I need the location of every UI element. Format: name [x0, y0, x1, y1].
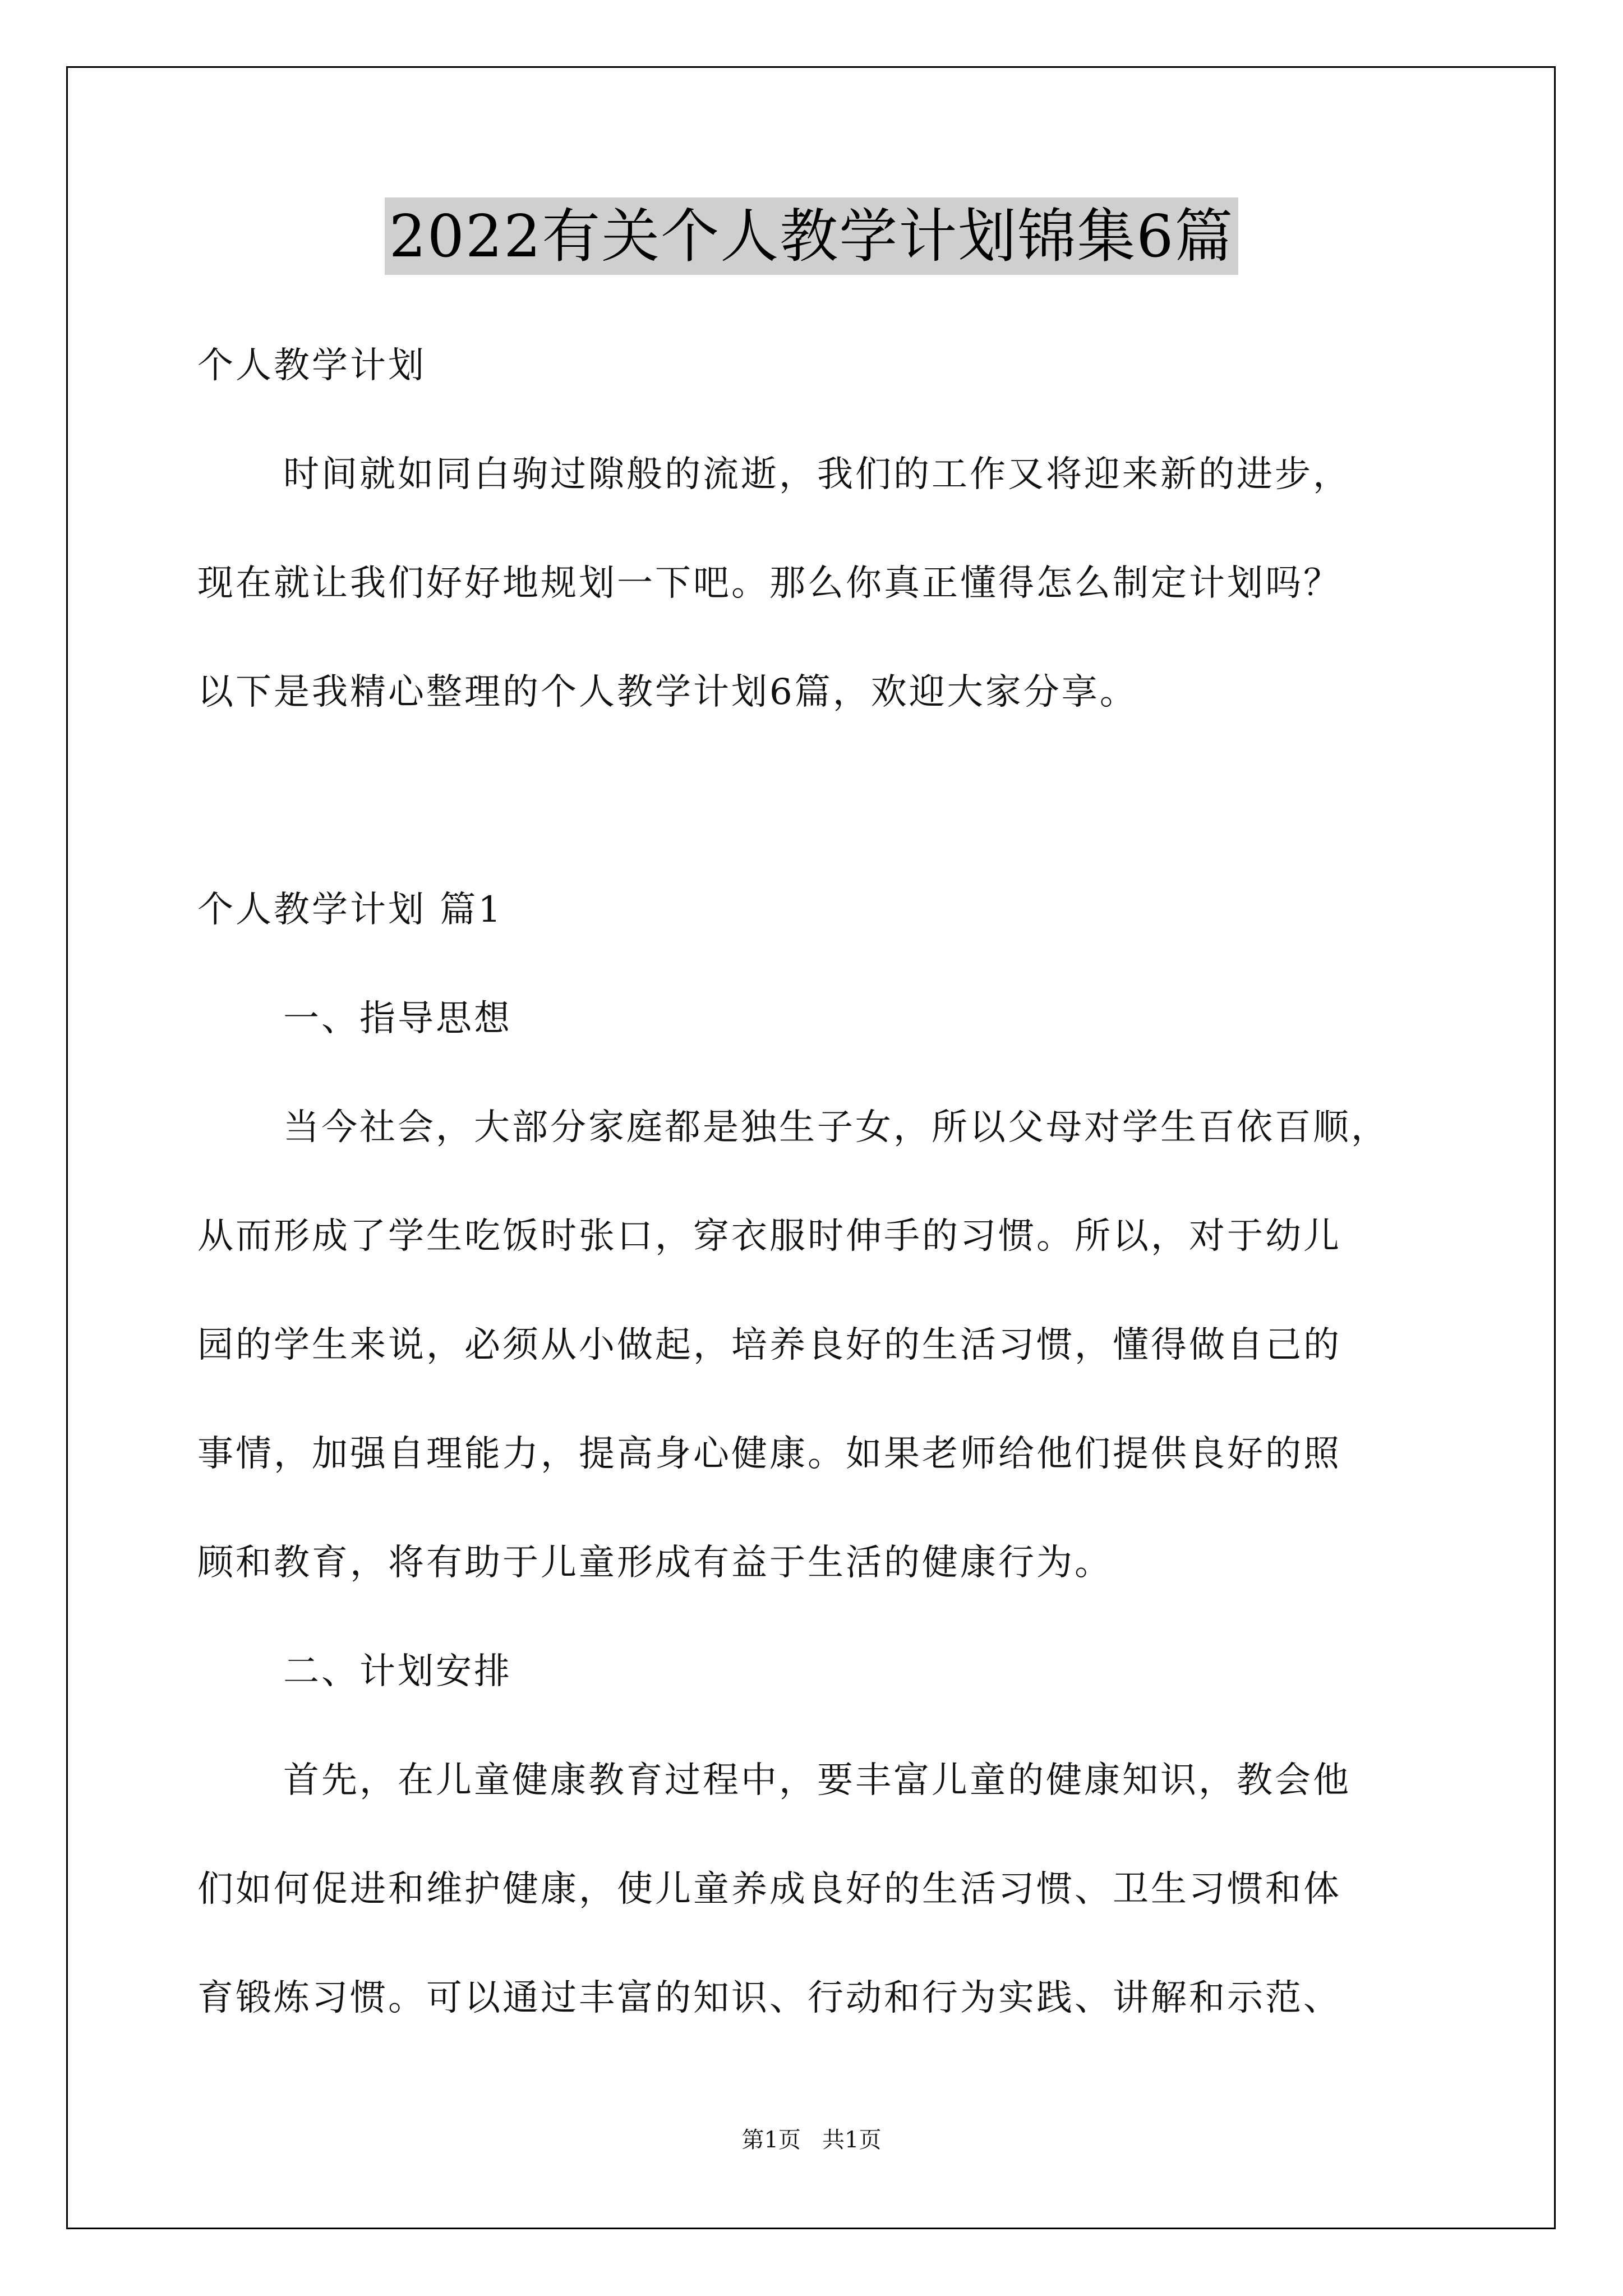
paragraph-line: 育锻炼习惯。可以通过丰富的知识、行动和行为实践、讲解和示范、: [197, 1977, 1341, 2019]
section-heading: 个人教学计划: [197, 345, 426, 386]
paragraph-line: 当今社会，大部分家庭都是独生子女，所以父母对学生百依百顺，: [283, 1107, 1389, 1148]
page-footer: 第1页 共1页: [741, 2127, 882, 2153]
paragraph-line: 事情，加强自理能力，提高身心健康。如果老师给他们提供良好的照: [197, 1433, 1341, 1475]
paragraph-line: 现在就让我们好好地规划一下吧。那么你真正懂得怎么制定计划吗？: [197, 563, 1341, 604]
paragraph-line: 首先，在儿童健康教育过程中，要丰富儿童的健康知识，教会他: [283, 1760, 1351, 1801]
paragraph-line: 园的学生来说，必须从小做起，培养良好的生活习惯，懂得做自己的: [197, 1324, 1341, 1366]
subsection-heading: 二、计划安排: [283, 1651, 512, 1692]
section-heading: 个人教学计划 篇1: [197, 889, 504, 931]
subsection-heading: 一、指导思想: [283, 998, 512, 1039]
paragraph-line: 从而形成了学生吃饭时张口，穿衣服时伸手的习惯。所以，对于幼儿: [197, 1216, 1341, 1257]
paragraph-line: 时间就如同白驹过隙般的流逝，我们的工作又将迎来新的进步，: [283, 454, 1351, 495]
title-container: [0, 197, 1623, 275]
paragraph-line: 们如何促进和维护健康，使儿童养成良好的生活习惯、卫生习惯和体: [197, 1869, 1341, 1910]
document-title: 2022有关个人教学计划锦集6篇: [385, 197, 1239, 275]
paragraph-line: 顾和教育，将有助于儿童形成有益于生活的健康行为。: [197, 1542, 1113, 1584]
paragraph-line: 以下是我精心整理的个人教学计划6篇，欢迎大家分享。: [197, 671, 1138, 713]
